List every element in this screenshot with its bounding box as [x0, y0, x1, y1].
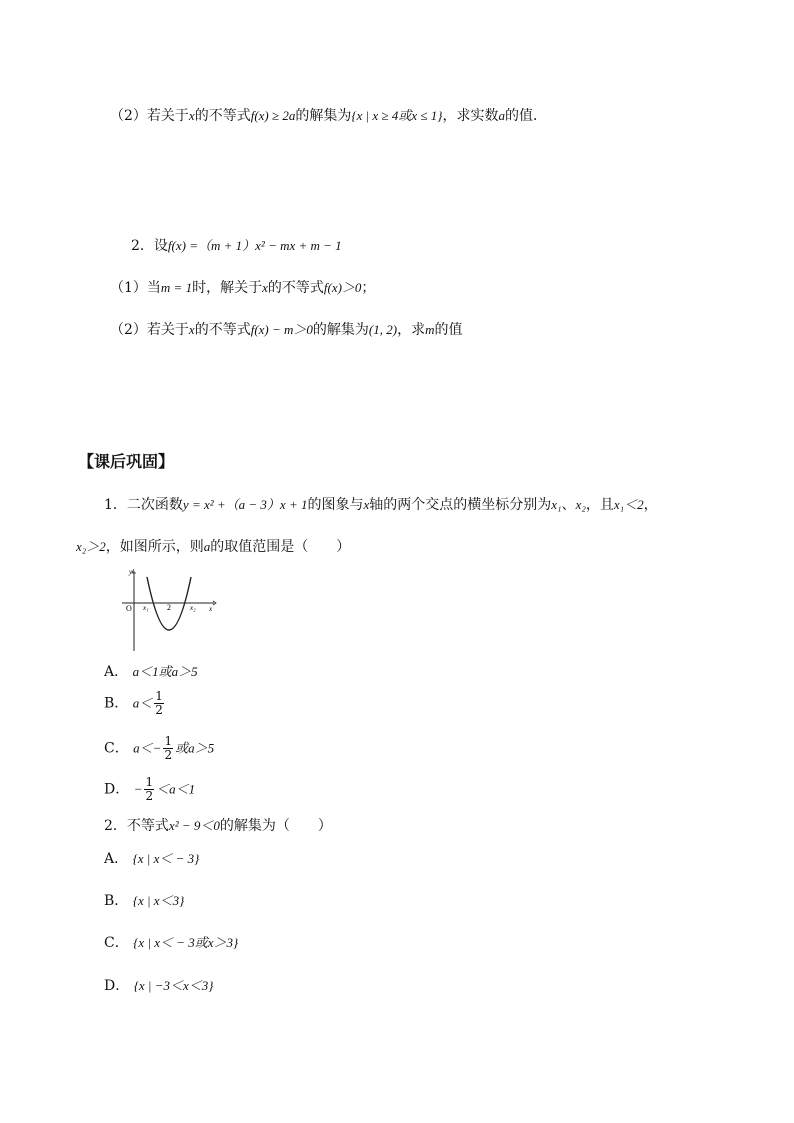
graph-label-origin: O [126, 604, 132, 613]
q1p2-t3: ，求实数 [442, 108, 499, 124]
hw2-option-c-label: C． [104, 935, 129, 951]
hw2-option-d-text: {x | −3＜x＜3} [133, 978, 214, 993]
q2-num: 2．设 [131, 238, 168, 254]
hw1-x1: x₁ [551, 497, 562, 512]
hw2-option-b [104, 891, 184, 911]
hw1-sep: 、 [561, 497, 576, 513]
q2p2-set: (1, 2) [368, 322, 398, 337]
frac-num: 1 [155, 689, 163, 703]
hw1-x2: x₂ [575, 497, 586, 512]
q1p2-t4: 的值． [504, 108, 547, 124]
graph-label-x2: x₂ [190, 604, 196, 612]
hw1-option-a [104, 662, 198, 682]
hw1-comma: ， [643, 497, 658, 513]
frac-den: 2 [164, 748, 173, 762]
hw1-var-x: x [363, 497, 370, 512]
q1p2-ineq: f(x) ≥ 2a [250, 108, 296, 123]
hw1-option-d [104, 776, 195, 803]
hw2-option-a-label: A． [104, 851, 129, 867]
hw2-t1: 的解集为（ ） [219, 818, 332, 834]
q2-part1-line [110, 278, 375, 298]
hw1-option-c [104, 735, 214, 762]
hw2-ineq: x² − 9＜0 [168, 818, 220, 833]
graph-label-two: 2 [167, 603, 171, 612]
parabola-graph [118, 563, 218, 655]
q2p2-t1: 的不等式 [194, 322, 251, 338]
hw1-option-b-fraction [154, 690, 164, 717]
q2p2-prefix: （2）若关于 [110, 322, 189, 338]
q1p2-var-x: x [188, 108, 195, 123]
hw1-line2 [76, 537, 350, 557]
hw1-option-d-pre: − [133, 781, 143, 797]
q2p1-t2: 的不等式 [267, 280, 324, 296]
hw1-option-b [104, 690, 166, 717]
graph-label-x1: x₁ [143, 604, 149, 612]
hw1-cond2: x₂＞2 [76, 539, 106, 554]
graph-label-y: y [129, 568, 133, 576]
hw1-option-c-label: C． [104, 740, 129, 757]
hw2-num: 2．不等式 [104, 818, 169, 834]
section-title: 【课后巩固】 [78, 452, 175, 471]
hw1-func: y = x² +（a − 3）x + 1 [182, 497, 308, 512]
frac-den: 2 [145, 789, 154, 803]
q2p2-t2: 的解集为 [312, 322, 369, 338]
hw1-t5: 的取值范围是（ ） [210, 539, 351, 555]
q2p1-cond: m = 1 [160, 280, 193, 295]
hw1-option-a-label: A． [104, 664, 129, 680]
q2p2-var-x: x [188, 322, 195, 337]
frac-den: 2 [155, 703, 163, 717]
q1p2-set: {x | x ≥ 4或x ≤ 1} [351, 108, 443, 123]
hw1-option-d-label: D． [104, 781, 130, 798]
q2p1-ineq: f(x)＞0 [323, 280, 362, 295]
hw2-option-d [104, 976, 213, 996]
hw2-option-d-label: D． [104, 978, 130, 994]
hw1-t3: ，且 [585, 497, 614, 513]
frac-num: 1 [145, 775, 154, 789]
hw1-option-d-fraction [144, 776, 154, 803]
hw1-option-b-pre: a＜ [132, 695, 153, 711]
q2p2-var-m: m [425, 322, 435, 337]
hw2-option-a [104, 849, 199, 869]
hw1-t4: ，如图所示，则 [105, 539, 204, 555]
hw1-option-c-fraction [163, 735, 173, 762]
hw1-option-c-pre: a＜− [133, 740, 162, 756]
q1-part2-line [110, 106, 547, 126]
hw1-num: 1．二次函数 [104, 497, 183, 513]
q2p1-var-x: x [262, 280, 268, 295]
graph-label-x: x [209, 605, 213, 613]
q2p1-t1: 时，解关于 [192, 280, 263, 296]
hw1-cond1: x₁＜2 [613, 497, 644, 512]
hw1-option-a-text: a＜1或a＞5 [132, 664, 198, 679]
hw2-option-b-text: {x | x＜3} [132, 893, 185, 908]
hw2-option-c [104, 933, 238, 953]
q2p2-t3: ，求 [397, 322, 426, 338]
hw1-t1: 的图象与 [307, 497, 364, 513]
hw1-option-d-post: ＜a＜1 [156, 781, 196, 797]
q2-part2-line [110, 320, 462, 340]
q2p1-prefix: （1）当 [110, 280, 161, 296]
q2p1-end: ； [361, 280, 376, 296]
q2p2-ineq: f(x) − m＞0 [250, 322, 313, 337]
hw1-line1 [104, 495, 658, 515]
hw1-var-a: a [203, 539, 211, 554]
q2-func: f(x) =（m + 1）x² − mx + m − 1 [167, 238, 342, 253]
q2p2-t4: 的值 [434, 322, 463, 338]
hw2-option-c-text: {x | x＜ − 3或x＞3} [133, 935, 239, 950]
hw1-option-c-post: 或a＞5 [175, 740, 215, 756]
hw2-option-b-label: B． [104, 893, 129, 909]
hw1-option-b-label: B． [104, 695, 129, 712]
q1p2-var-a: a [498, 108, 505, 123]
q2-line [131, 236, 342, 256]
hw2-line [104, 816, 332, 836]
hw2-option-a-text: {x | x＜ − 3} [132, 851, 200, 866]
q1p2-prefix: （2）若关于 [110, 108, 189, 124]
hw1-t2: 轴的两个交点的横坐标分别为 [369, 497, 552, 513]
q1p2-t2: 的解集为 [295, 108, 352, 124]
frac-num: 1 [164, 734, 173, 748]
q1p2-t1: 的不等式 [194, 108, 251, 124]
